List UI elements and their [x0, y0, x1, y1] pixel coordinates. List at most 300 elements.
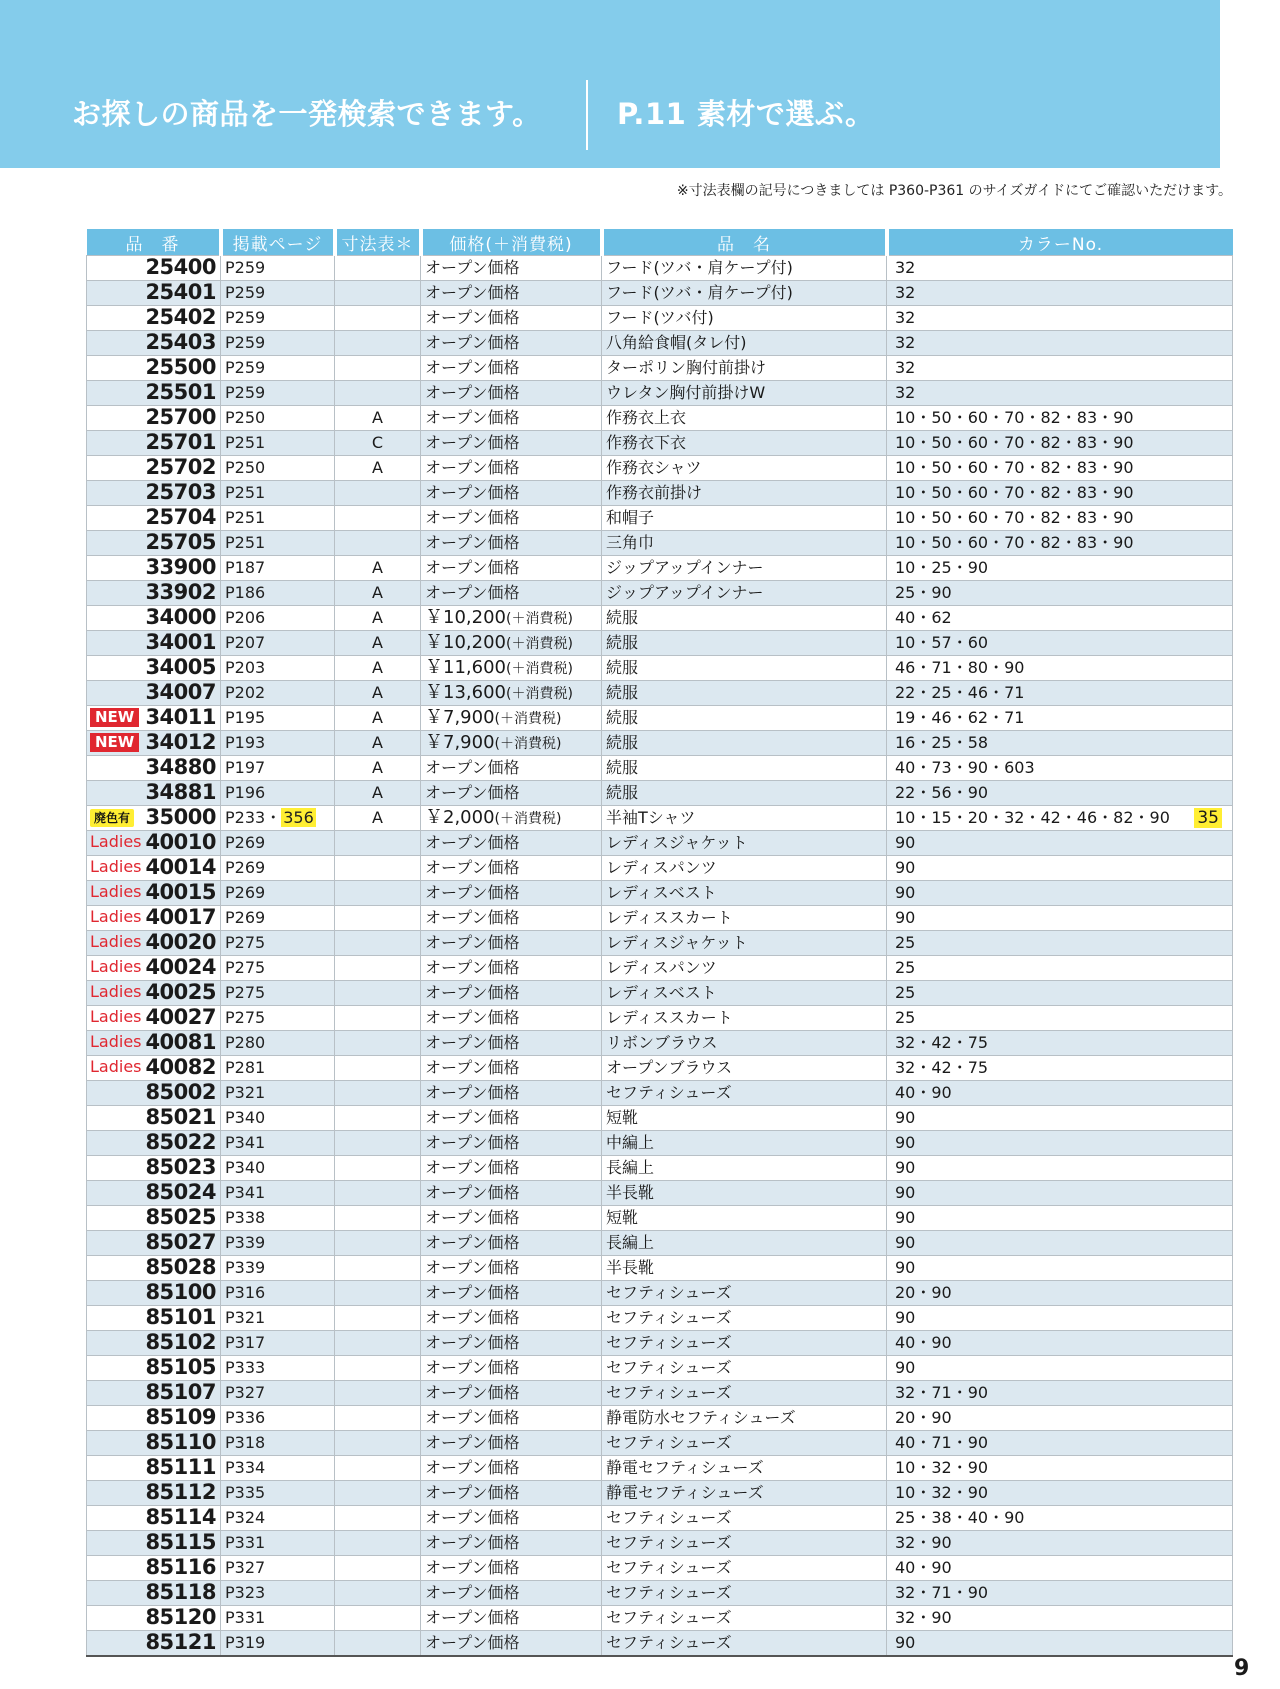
product-number: 85110: [145, 1430, 216, 1454]
product-number: 40025: [145, 980, 216, 1004]
name-cell: [602, 981, 887, 1006]
product-name: 静電防水セフティシューズ: [606, 1408, 796, 1427]
hinban-cell: [87, 1181, 221, 1206]
page-cell: [221, 1556, 335, 1581]
hinban-cell: [87, 631, 221, 656]
table-row: [87, 556, 1233, 581]
price-value: オープン価格: [425, 1583, 520, 1602]
size-cell: [335, 306, 421, 331]
size-cell: [335, 531, 421, 556]
page-cell: [221, 956, 335, 981]
size-cell: [335, 281, 421, 306]
page-cell: [221, 981, 335, 1006]
color-cell: [887, 281, 1233, 306]
name-cell: [602, 1156, 887, 1181]
banner-title: お探しの商品を一発検索できます。: [72, 97, 542, 131]
color-numbers: 90: [895, 1358, 916, 1377]
product-name: レディスジャケット: [606, 833, 748, 852]
price-cell: [421, 831, 602, 856]
color-numbers: 25: [895, 958, 916, 977]
hinban-cell: [87, 1556, 221, 1581]
product-number: 40027: [145, 1005, 216, 1029]
page-cell: [221, 1531, 335, 1556]
name-cell: [602, 1206, 887, 1231]
table-row: [87, 1581, 1233, 1606]
page-ref-highlight: 356: [283, 808, 314, 827]
table-row: [87, 431, 1233, 456]
table-row: [87, 906, 1233, 931]
price-value: オープン価格: [425, 308, 520, 327]
hinban-cell: [87, 506, 221, 531]
header-page: 掲載ページ: [221, 229, 335, 256]
page-cell: [221, 1406, 335, 1431]
page-cell: [221, 1331, 335, 1356]
page-cell: [221, 556, 335, 581]
price-cell: [421, 531, 602, 556]
price-cell: [421, 1531, 602, 1556]
table-row: [87, 1431, 1233, 1456]
ladies-label: Ladies: [90, 1032, 142, 1051]
price-cell: [421, 1331, 602, 1356]
page-cell: [221, 1181, 335, 1206]
page-ref: P281: [225, 1058, 266, 1077]
table-row: [87, 256, 1233, 281]
size-cell: [335, 606, 421, 631]
color-numbers: 90: [895, 1258, 916, 1277]
hinban-cell: [87, 1631, 221, 1657]
product-number: 40081: [145, 1030, 216, 1054]
product-name: セフティシューズ: [606, 1083, 732, 1102]
color-numbers: 10・50・60・70・82・83・90: [895, 458, 1134, 477]
name-cell: [602, 1106, 887, 1131]
color-cell: [887, 506, 1233, 531]
hinban-cell: [87, 1331, 221, 1356]
new-badge: NEW: [90, 733, 139, 752]
color-numbers: 10・57・60: [895, 633, 989, 652]
product-number: 85024: [145, 1180, 216, 1204]
page-ref: P206: [225, 608, 266, 627]
hinban-cell: [87, 881, 221, 906]
price-value: オープン価格: [425, 533, 520, 552]
page-cell: [221, 1456, 335, 1481]
product-number: 85100: [145, 1280, 216, 1304]
page-ref: P269: [225, 833, 266, 852]
color-cell: [887, 981, 1233, 1006]
price-value: ￥13,600: [425, 681, 506, 703]
name-cell: [602, 331, 887, 356]
hinban-cell: [87, 1031, 221, 1056]
page-ref: P197: [225, 758, 266, 777]
product-number: 33900: [145, 555, 216, 579]
name-cell: [602, 1606, 887, 1631]
page-cell: [221, 1481, 335, 1506]
color-numbers: 90: [895, 1208, 916, 1227]
product-name: 三角巾: [606, 533, 655, 552]
size-cell: [335, 1631, 421, 1657]
page-cell: [221, 1506, 335, 1531]
page-ref: P321: [225, 1308, 266, 1327]
price-cell: [421, 1481, 602, 1506]
page-cell: [221, 381, 335, 406]
price-cell: [421, 406, 602, 431]
size-cell: [335, 1431, 421, 1456]
color-numbers: 40・90: [895, 1558, 952, 1577]
product-name: 静電セフティシューズ: [606, 1458, 764, 1477]
color-numbers: 32: [895, 258, 916, 277]
product-name: レディスベスト: [606, 983, 717, 1002]
price-value: オープン価格: [425, 483, 520, 502]
color-cell: [887, 1531, 1233, 1556]
size-cell: [335, 1381, 421, 1406]
color-numbers: 10・50・60・70・82・83・90: [895, 533, 1134, 552]
price-value: オープン価格: [425, 858, 520, 877]
page-ref: P269: [225, 883, 266, 902]
ladies-label: Ladies: [90, 1007, 142, 1026]
price-cell: [421, 1556, 602, 1581]
color-cell: [887, 1206, 1233, 1231]
price-value: オープン価格: [425, 1033, 520, 1052]
price-value: ￥11,600: [425, 656, 506, 678]
size-cell: [335, 856, 421, 881]
name-cell: [602, 581, 887, 606]
size-code: A: [372, 708, 383, 727]
name-cell: [602, 1131, 887, 1156]
product-number: 25500: [145, 355, 216, 379]
name-cell: [602, 1381, 887, 1406]
price-value: オープン価格: [425, 1408, 520, 1427]
page-cell: [221, 706, 335, 731]
color-numbers: 10・15・20・32・42・46・82・90: [895, 808, 1170, 827]
name-cell: [602, 606, 887, 631]
product-name: セフティシューズ: [606, 1608, 732, 1627]
hinban-cell: [87, 381, 221, 406]
table-row: [87, 931, 1233, 956]
hinban-cell: [87, 581, 221, 606]
price-value: オープン価格: [425, 333, 520, 352]
page-cell: [221, 481, 335, 506]
page-ref: P259: [225, 333, 266, 352]
table-row: [87, 306, 1233, 331]
page-cell: [221, 1381, 335, 1406]
page-cell: [221, 1581, 335, 1606]
product-number: 40020: [145, 930, 216, 954]
product-number: 85121: [145, 1630, 216, 1654]
size-cell: [335, 1281, 421, 1306]
page-ref: P207: [225, 633, 266, 652]
color-cell: [887, 1606, 1233, 1631]
page-ref: P335: [225, 1483, 266, 1502]
price-cell: [421, 1256, 602, 1281]
table-row: [87, 1181, 1233, 1206]
size-cell: [335, 706, 421, 731]
size-cell: [335, 556, 421, 581]
product-number: 40082: [145, 1055, 216, 1079]
hinban-cell: [87, 781, 221, 806]
price-cell: [421, 631, 602, 656]
size-code: A: [372, 783, 383, 802]
product-number: 25700: [145, 405, 216, 429]
color-numbers: 10・50・60・70・82・83・90: [895, 408, 1134, 427]
table-row: [87, 956, 1233, 981]
size-cell: [335, 1406, 421, 1431]
product-name: 続服: [606, 633, 639, 652]
table-row: [87, 331, 1233, 356]
page-ref: P318: [225, 1433, 266, 1452]
product-name: 続服: [606, 608, 639, 627]
color-numbers: 90: [895, 1133, 916, 1152]
size-cell: [335, 581, 421, 606]
price-value: オープン価格: [425, 1383, 520, 1402]
name-cell: [602, 1056, 887, 1081]
hinban-cell: [87, 1231, 221, 1256]
color-cell: [887, 856, 1233, 881]
color-cell: [887, 731, 1233, 756]
table-row: [87, 1081, 1233, 1106]
table-row: [87, 1356, 1233, 1381]
color-numbers: 20・90: [895, 1408, 952, 1427]
price-value: オープン価格: [425, 908, 520, 927]
price-cell: [421, 1006, 602, 1031]
tax-note: (＋消費税): [505, 685, 573, 702]
hinban-cell: [87, 706, 221, 731]
price-value: オープン価格: [425, 1483, 520, 1502]
hinban-cell: [87, 1481, 221, 1506]
name-cell: [602, 431, 887, 456]
color-numbers: 32・71・90: [895, 1383, 989, 1402]
page-ref: P334: [225, 1458, 266, 1477]
discontinued-color-badge: 廃色有: [90, 809, 134, 827]
hinban-cell: [87, 931, 221, 956]
page-ref: P316: [225, 1283, 266, 1302]
price-cell: [421, 956, 602, 981]
price-value: オープン価格: [425, 1183, 520, 1202]
price-cell: [421, 556, 602, 581]
banner-link-material[interactable]: P.11 素材で選ぶ。: [617, 97, 875, 131]
product-name: セフティシューズ: [606, 1633, 732, 1652]
price-cell: [421, 706, 602, 731]
table-row: [87, 456, 1233, 481]
size-cell: [335, 1081, 421, 1106]
name-cell: [602, 1031, 887, 1056]
hinban-cell: [87, 1156, 221, 1181]
price-cell: [421, 431, 602, 456]
price-cell: [421, 1156, 602, 1181]
hinban-cell: [87, 406, 221, 431]
size-cell: [335, 481, 421, 506]
price-value: ￥2,000: [425, 806, 495, 828]
name-cell: [602, 806, 887, 831]
color-cell: [887, 781, 1233, 806]
color-cell: [887, 581, 1233, 606]
size-cell: [335, 1006, 421, 1031]
hinban-cell: [87, 1356, 221, 1381]
size-cell: [335, 1531, 421, 1556]
hinban-cell: [87, 1606, 221, 1631]
product-name: フード(ツバ・肩ケープ付): [606, 283, 793, 302]
product-name: フード(ツバ付): [606, 308, 714, 327]
page-cell: [221, 1156, 335, 1181]
price-cell: [421, 856, 602, 881]
color-cell: [887, 606, 1233, 631]
price-value: オープン価格: [425, 408, 520, 427]
name-cell: [602, 631, 887, 656]
color-numbers: 90: [895, 1308, 916, 1327]
hinban-cell: [87, 1306, 221, 1331]
color-numbers: 10・50・60・70・82・83・90: [895, 433, 1134, 452]
size-cell: [335, 1331, 421, 1356]
name-cell: [602, 406, 887, 431]
page-ref: P275: [225, 958, 266, 977]
name-cell: [602, 831, 887, 856]
color-cell: [887, 1131, 1233, 1156]
hinban-cell: [87, 1456, 221, 1481]
hinban-cell: [87, 681, 221, 706]
product-number: 25705: [145, 530, 216, 554]
name-cell: [602, 906, 887, 931]
product-number: 85102: [145, 1330, 216, 1354]
product-number: 85115: [145, 1530, 216, 1554]
size-code: A: [372, 633, 383, 652]
price-cell: [421, 1456, 602, 1481]
ladies-label: Ladies: [90, 882, 142, 901]
page-cell: [221, 806, 335, 831]
color-cell: [887, 406, 1233, 431]
product-name: レディスジャケット: [606, 933, 748, 952]
name-cell: [602, 881, 887, 906]
product-name: 長編上: [606, 1158, 655, 1177]
name-cell: [602, 1306, 887, 1331]
color-numbers: 40・71・90: [895, 1433, 989, 1452]
page-cell: [221, 506, 335, 531]
name-cell: [602, 1231, 887, 1256]
price-value: オープン価格: [425, 1358, 520, 1377]
page-cell: [221, 1281, 335, 1306]
size-cell: [335, 731, 421, 756]
price-value: オープン価格: [425, 458, 520, 477]
price-cell: [421, 1306, 602, 1331]
color-cell: [887, 1456, 1233, 1481]
page-ref: P323: [225, 1583, 266, 1602]
table-row: [87, 1156, 1233, 1181]
name-cell: [602, 1506, 887, 1531]
product-name: 短靴: [606, 1208, 639, 1227]
color-cell: [887, 1306, 1233, 1331]
table-row: [87, 1481, 1233, 1506]
product-name: フード(ツバ・肩ケープ付): [606, 258, 793, 277]
size-cell: [335, 1031, 421, 1056]
hinban-cell: [87, 981, 221, 1006]
color-cell: [887, 456, 1233, 481]
ladies-label: Ladies: [90, 932, 142, 951]
page-ref: P333: [225, 1358, 266, 1377]
tax-note: (＋消費税): [494, 810, 562, 827]
color-cell: [887, 1556, 1233, 1581]
price-value: オープン価格: [425, 1208, 520, 1227]
size-cell: [335, 1181, 421, 1206]
price-cell: [421, 331, 602, 356]
price-cell: [421, 381, 602, 406]
hinban-cell: [87, 1131, 221, 1156]
product-name: ジップアップインナー: [606, 558, 764, 577]
page-ref: P250: [225, 458, 266, 477]
table-row: [87, 1031, 1233, 1056]
size-cell: [335, 631, 421, 656]
color-numbers: 40・62: [895, 608, 952, 627]
color-cell: [887, 1481, 1233, 1506]
size-cell: [335, 356, 421, 381]
tax-note: (＋消費税): [494, 710, 562, 727]
header-price: 価格(＋消費税): [421, 229, 602, 256]
hinban-cell: [87, 331, 221, 356]
product-name: 半長靴: [606, 1183, 655, 1202]
color-cell: [887, 381, 1233, 406]
price-value: オープン価格: [425, 358, 520, 377]
name-cell: [602, 1256, 887, 1281]
size-cell: [335, 956, 421, 981]
name-cell: [602, 356, 887, 381]
color-cell: [887, 331, 1233, 356]
page-cell: [221, 681, 335, 706]
price-value: オープン価格: [425, 1058, 520, 1077]
hinban-cell: [87, 831, 221, 856]
product-name: セフティシューズ: [606, 1283, 732, 1302]
price-cell: [421, 1606, 602, 1631]
table-row: [87, 481, 1233, 506]
color-numbers: 90: [895, 1633, 916, 1652]
color-cell: [887, 1081, 1233, 1106]
price-cell: [421, 756, 602, 781]
product-name: セフティシューズ: [606, 1383, 732, 1402]
product-name: 和帽子: [606, 508, 655, 527]
color-numbers: 40・90: [895, 1333, 952, 1352]
page-ref: P203: [225, 658, 266, 677]
page-ref: P251: [225, 483, 266, 502]
product-number: 34007: [145, 680, 216, 704]
color-numbers: 22・25・46・71: [895, 683, 1025, 702]
product-name: 続服: [606, 658, 639, 677]
price-cell: [421, 281, 602, 306]
table-row: [87, 681, 1233, 706]
page-ref: P269: [225, 858, 266, 877]
size-cell: [335, 1256, 421, 1281]
size-cell: [335, 831, 421, 856]
hinban-cell: [87, 656, 221, 681]
color-numbers: 32・90: [895, 1608, 952, 1627]
price-cell: [421, 306, 602, 331]
page-ref: P202: [225, 683, 266, 702]
page-ref: P338: [225, 1208, 266, 1227]
size-code: A: [372, 558, 383, 577]
color-numbers: 90: [895, 908, 916, 927]
size-cell: [335, 781, 421, 806]
color-cell: [887, 906, 1233, 931]
page-cell: [221, 606, 335, 631]
price-value: オープン価格: [425, 983, 520, 1002]
ladies-label: Ladies: [90, 1057, 142, 1076]
product-number: 40017: [145, 905, 216, 929]
color-cell: [887, 1581, 1233, 1606]
price-cell: [421, 606, 602, 631]
product-name: セフティシューズ: [606, 1333, 732, 1352]
size-cell: [335, 981, 421, 1006]
size-cell: [335, 406, 421, 431]
price-cell: [421, 456, 602, 481]
price-cell: [421, 806, 602, 831]
product-table: [86, 229, 1233, 1657]
price-value: オープン価格: [425, 1133, 520, 1152]
hinban-cell: [87, 1381, 221, 1406]
table-row: [87, 831, 1233, 856]
